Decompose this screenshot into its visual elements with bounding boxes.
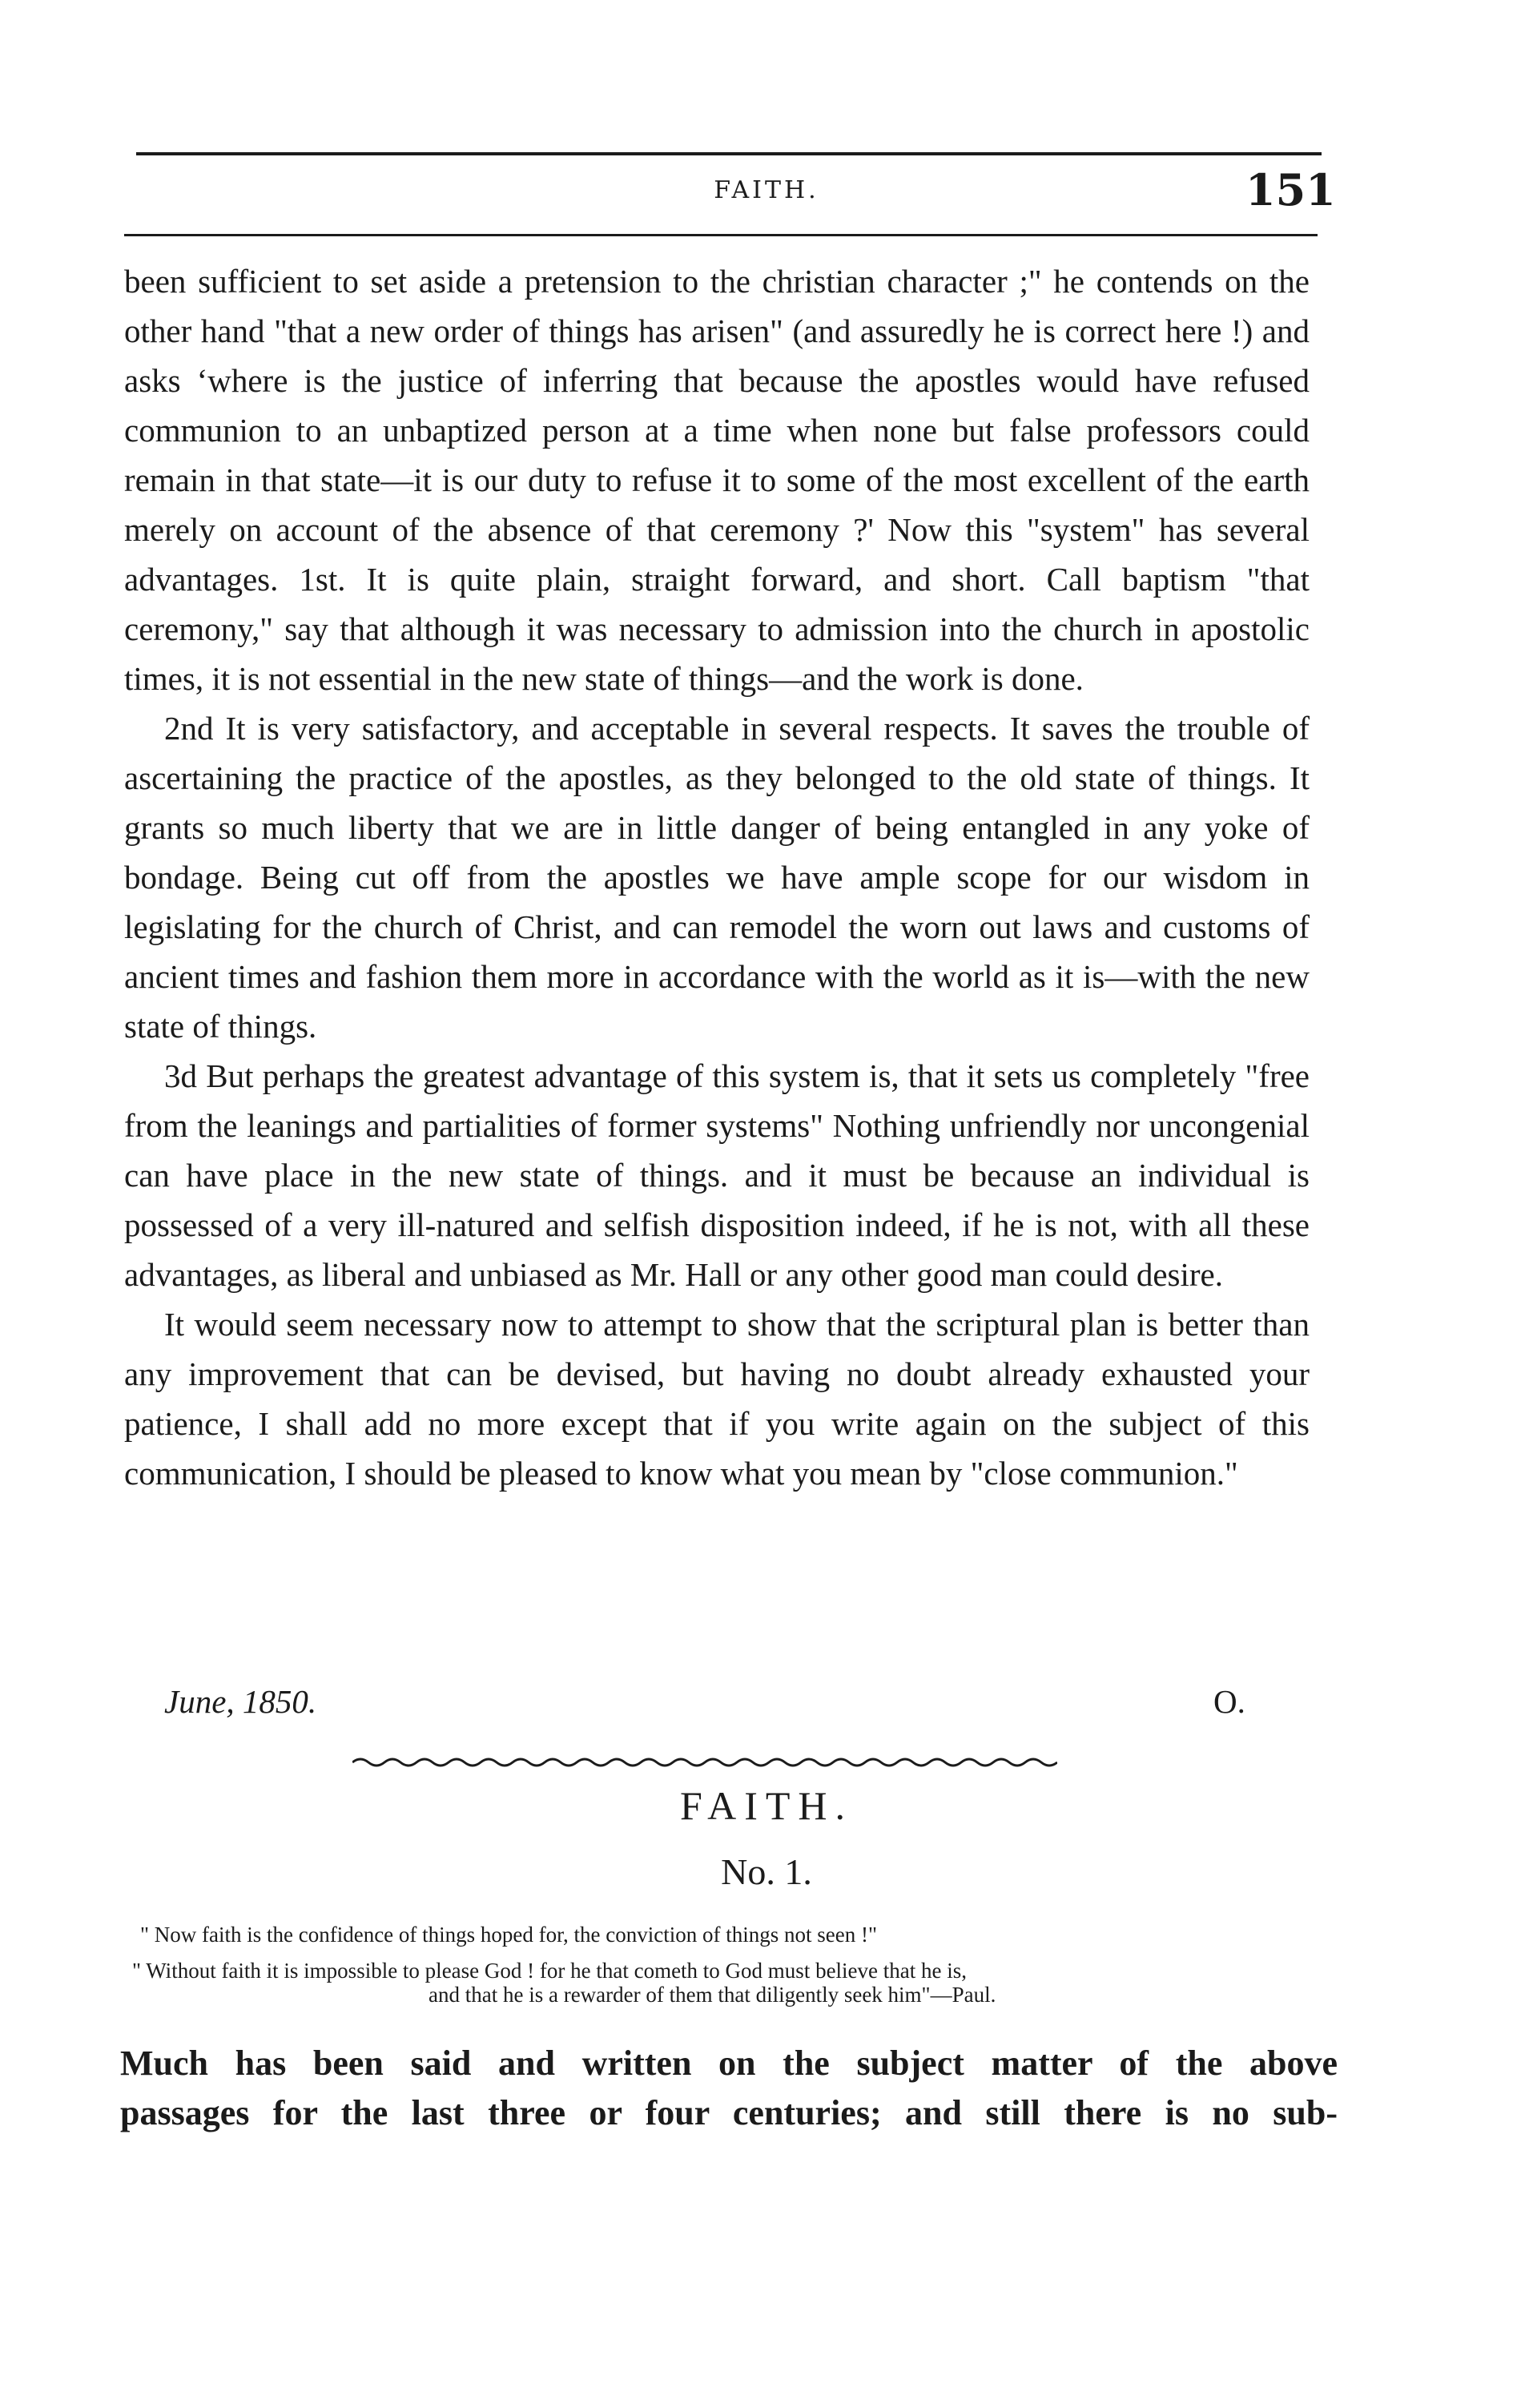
epigraph-quote-1: " Now faith is the confidence of things hoped for, the conviction of things not seen !" — [140, 1923, 878, 1947]
opening-line-2: passages for the last three or four centuries; and still there is no sub- — [120, 2093, 1338, 2132]
page-number: 151 — [1245, 164, 1336, 215]
paragraph-1: been sufficient to set aside a pretension to the christian character ;" he contends on the other hand "that a new order of things has arisen" (and assuredly he is correct here !) and asks ‘where is the justice of inferring that because the apostles would have refused communion to an unbaptized person at a time when none but false professors could remain in that state—it is our duty to refuse it to some of the most excellent of the earth merely on account of the absence of that ceremony ?' Now this "system" has several advantages. 1st. It is quite plain, straight forward, and short. Call baptism "that ceremony," say that although it was necessary to admission into the church in apostolic times, it is not essential in the new state of things—and the work is done. — [124, 263, 1310, 697]
header-rule-bottom — [124, 234, 1318, 236]
signoff — [124, 1682, 1310, 1732]
header-rule-top — [136, 152, 1322, 155]
epigraph-quote-2 — [132, 1959, 1334, 2007]
paragraph-3: 3d But perhaps the greatest advantage of this system is, that it sets us completely "free from the leanings and partialities of former systems" Nothing unfriendly nor uncongenial can have place in the new state of things. and it must be because an individual is possessed of a very ill-natured and selfish disposition indeed, if he is not, with all these advantages, as liberal and unbiased as Mr. Hall or any other good man could desire. — [124, 1057, 1310, 1293]
opening-line-1: Much has been said and written on the subject matter of the above — [120, 2044, 1338, 2083]
epigraph-quote-2-line-2: and that he is a rewarder of them that diligently seek him"—Paul. — [429, 1983, 996, 2007]
article-body — [124, 256, 1310, 1498]
running-head: FAITH. — [714, 176, 819, 204]
wavy-divider — [352, 1754, 1057, 1770]
section-opening — [120, 2039, 1338, 2138]
section-number: No. 1. — [721, 1851, 812, 1892]
section-title: FAITH. — [679, 1783, 853, 1828]
epigraph-quote-2-line-1: " Without faith it is impossible to please God ! for he that cometh to God must believe that he is, — [132, 1959, 968, 1983]
paragraph-4: It would seem necessary now to attempt to show that the scriptural plan is better than any improvement that can be devised, but having no doubt already exhausted your patience, I shall add no more except that if you write again on the subject of this communication, I should be pleased to know what you mean by "close communion." — [124, 1306, 1310, 1492]
signature-initial: O. — [1213, 1683, 1245, 1720]
paragraph-2: 2nd It is very satisfactory, and acceptable in several respects. It saves the trouble of ascertaining the practice of the apostles, as they belonged to the old state of things. It grants so much liberty that we are in little danger of being entangled in any yoke of bondage. Being cut off from the apostles we have ample scope for our wisdom in legislating for the church of Christ, and can remodel the worn out laws and customs of ancient times and fashion them more in accordance with the world as it is—with the new state of things. — [124, 710, 1310, 1045]
letter-date: June, 1850. — [164, 1683, 317, 1720]
